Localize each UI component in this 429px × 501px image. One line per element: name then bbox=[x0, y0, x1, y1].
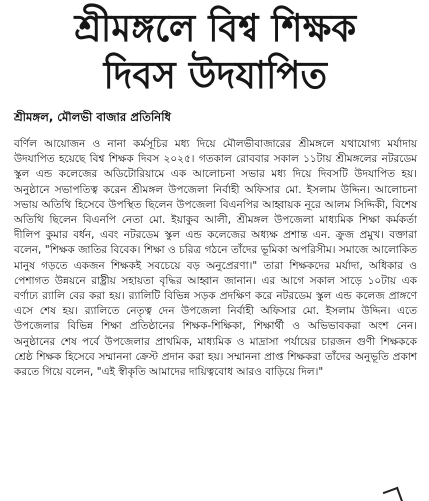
article-byline: শ্রীমঙ্গল, মৌলভী বাজার প্রতিনিধি bbox=[14, 110, 172, 124]
article-paragraph: বর্ণিল আয়োজন ও নানা কর্মসূচির মধ্য দিয়ে মৌলভীবাজারের শ্রীমঙ্গলে যথাযোগ্য মর্যাদায় উদযাপিত হয়েছে বিশ্ব শিক্ষক দিবস ২০২৫। গতকাল রোববার সকাল ১১টায় শ্রীমঙ্গলের নটরডেম স্কুল এন্ড কলেজের অডিটোরিয়ামে এক আলোচনা সভার মধ্য দিয়ে দিবসটি উদযাপিত হয়। অনুষ্ঠানে সভাপতিত্ব করেন শ্রীমঙ্গল উপজেলা নির্বাহী অফিসার মো. ইসলাম উদ্দিন। আলোচনা সভায় অতিথি হিসেবে উপস্থিত ছিলেন উপজেলা বিএনপির আহ্বায়ক নূরে আলম সিদ্দিকী, বিশেষ অতিথি ছিলেন বিএনপি নেতা মো. ইয়াকুব আলী, শ্রীমঙ্গল উপজেলা মাধ্যমিক শিক্ষা কর্মকর্তা দীলিপ কুমার বর্ধন, এবং নটরডেম স্কুল এন্ড কলেজের অধ্যক্ষ প্রশান্ত এন. ক্রুজ প্রমুখ। বক্তারা বলেন, "শিক্ষক জাতির বিবেক। শিক্ষা ও চরিত্র গঠনে তাঁদের ভূমিকা অপরিসীম। সমাজে আলোকিত মানুষ গড়তে একজন শিক্ষকই সবচেয়ে বড় অনুপ্রেরণা।" তারা শিক্ষকদের মর্যাদা, অধিকার ও পেশাগত উন্নয়নে রাষ্ট্রীয় সহায়তা বৃদ্ধির আহ্বান জানান। এর আগে সকাল সাড়ে ১০টায় এক বর্ণাঢ্য র‍্যালি বের করা হয়। র‍্যালিটি বিভিন্ন সড়ক প্রদক্ষিণ করে নটরডেম স্কুল এন্ড কলেজ প্রাঙ্গণে এসে শেষ হয়। র‍্যালিতে নেতৃত্ব দেন উপজেলা নির্বাহী অফিসার মো. ইসলাম উদ্দিন। এতে উপজেলার বিভিন্ন শিক্ষা প্রতিষ্ঠানের শিক্ষক-শিক্ষিকা, শিক্ষার্থী ও অভিভাবকরা অংশ নেন। অনুষ্ঠানের শেষ পর্বে উপজেলার প্রাথমিক, মাধ্যমিক ও মাদ্রাসা পর্যায়ের চারজন গুণী শিক্ষককে শ্রেষ্ঠ শিক্ষক হিসেবে সম্মাননা ক্রেস্ট প্রদান করা হয়। সম্মাননা প্রাপ্ত শিক্ষকরা তাঁদের অনুভূতি প্রকাশ করতে গিয়ে বলেন, "এই স্বীকৃতি আমাদের দায়িত্ববোধ আরও বাড়িয়ে দিল।" bbox=[14, 138, 417, 379]
article-body bbox=[14, 137, 417, 380]
headline-line-1: শ্রীমঙ্গলে বিশ্ব শিক্ষক bbox=[74, 7, 357, 51]
headline-line-2: দিবস উদযাপিত bbox=[103, 54, 328, 98]
corner-arrow-icon bbox=[383, 487, 404, 501]
article-headline bbox=[14, 6, 417, 100]
